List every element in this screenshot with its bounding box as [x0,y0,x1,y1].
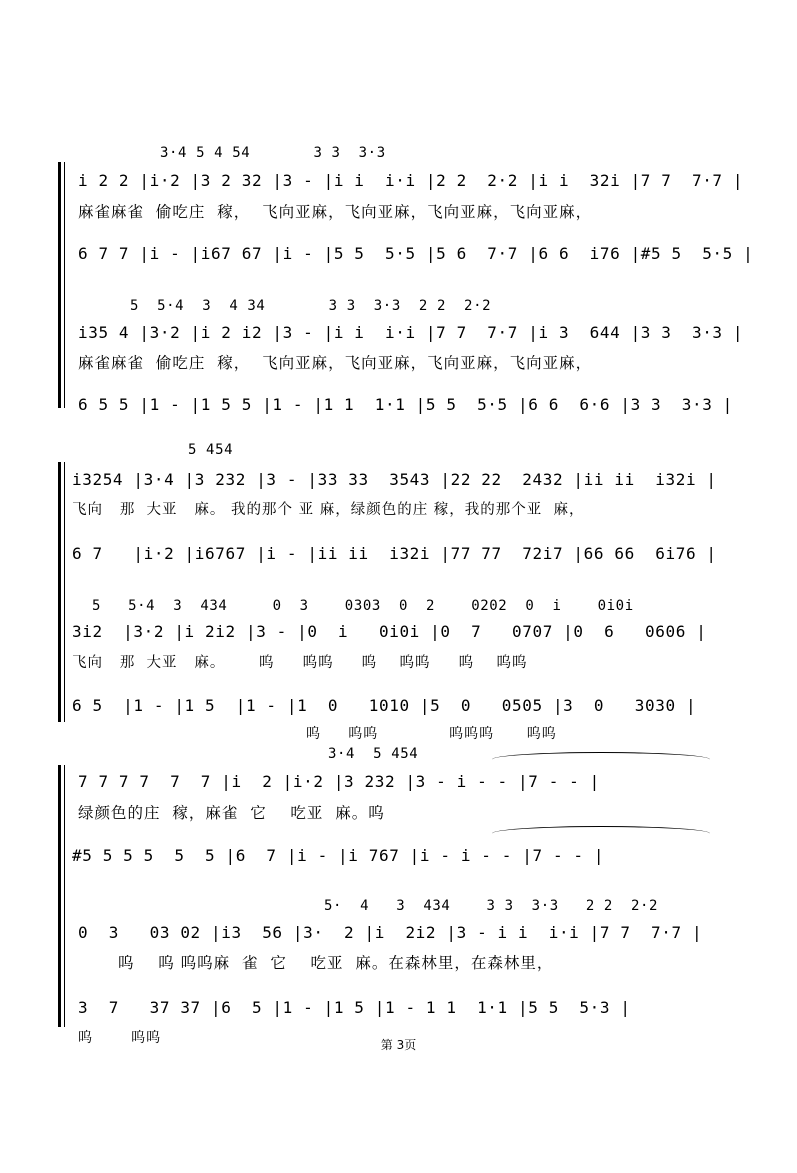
system-brace [58,162,61,408]
voice4-notes-row: 6 5 5 |1 - |1 5 5 |1 - |1 1 1·1 |5 5 5·5 |6 6 6·6 |3 3 3·3 | [78,395,733,414]
voice3-notes-row: 0 3 03 02 |i3 56 |3· 2 |i 2i2 |3 - i i i·i |7 7 7·7 | [78,923,703,942]
upper-notes-row: 7 7 7 7 7 7 |i 2 |i·2 |3 232 |3 - i - - |7 - - | [78,772,600,791]
lower-notes-row: 6 7 7 |i - |i67 67 |i - |5 5 5·5 |5 6 7·7 |6 6 i76 |#5 5 5·5 | [78,244,754,263]
voice3-sup-row: 5 5·4 3 4 34 3 3 3·3 2 2 2·2 [130,298,492,314]
voice3-lyrics-row: 飞向 那 大亚 麻。 呜 呜呜 呜 呜呜 呜 呜呜 [72,655,528,671]
lower-notes-row: 6 7 |i·2 |i6767 |i - |ii ii i32i |77 77 72i7 |66 66 6i76 | [72,544,717,563]
system-brace [58,765,61,1027]
voice3-sup-row: 5· 4 3 434 3 3 3·3 2 2 2·2 [324,898,659,914]
upper-notes-octave-line: 3·4 5 454 [328,746,419,762]
system-bar [64,765,65,1027]
voice3-notes-row: i35 4 |3·2 |i 2 i2 |3 - |i i i·i |7 7 7·7 |i 3 644 |3 3 3·3 | [78,323,744,342]
voice3-lyrics-row: 呜 呜 呜呜麻 雀 它 吃亚 麻。在森林里，在森林里， [118,954,554,972]
lower-notes-row: #5 5 5 5 5 5 |6 7 |i - |i 767 |i - i - - |7 - - | [72,846,605,865]
upper-lyrics-row: 飞向 那 大亚 麻。 我的那个 亚 麻，绿颜色的庄 稼，我的那个亚 麻， [72,502,585,518]
page-number: 第 3页 [380,1038,417,1052]
system-brace [58,462,61,722]
upper-notes-row: i 2 2 |i·2 |3 2 32 |3 - |i i i·i |2 2 2·2 |i i 32i |7 7 7·7 | [78,171,744,190]
voice4-lyrics-row: 呜 呜呜 [78,1030,162,1046]
voice3-lyrics-row: 麻雀麻雀 偷吃庄 稼， 飞向亚麻，飞向亚麻，飞向亚麻，飞向亚麻， [78,354,593,372]
voice4-lyrics-row: 呜 呜呜 呜呜呜 呜呜 [306,726,557,742]
upper-notes-octave-line: 5 454 [188,442,234,458]
long-tie-lower [492,826,710,841]
system-bar [64,162,65,408]
upper-lyrics-row: 麻雀麻雀 偷吃庄 稼， 飞向亚麻，飞向亚麻，飞向亚麻，飞向亚麻， [78,203,593,221]
system-bar [64,462,65,722]
voice3-sup-row: 5 5·4 3 434 0 3 0303 0 2 0202 0 i 0i0i [92,598,634,614]
upper-notes-row: i3254 |3·4 |3 232 |3 - |33 33 3543 |22 22 2432 |ii ii i32i | [72,470,717,489]
voice4-notes-row: 3 7 37 37 |6 5 |1 - |1 5 |1 - 1 1 1·1 |5 5 5·3 | [78,998,631,1017]
upper-notes-octave-line: 3·4 5 4 54 3 3 3·3 [160,145,386,161]
upper-lyrics-row: 绿颜色的庄 稼，麻雀 它 吃亚 麻。呜 [78,804,385,822]
voice4-notes-row: 6 5 |1 - |1 5 |1 - |1 0 1010 |5 0 0505 |3 0 3030 | [72,696,697,715]
voice3-notes-row: 3i2 |3·2 |i 2i2 |3 - |0 i 0i0i |0 7 0707 |0 6 0606 | [72,622,707,641]
long-tie-upper [492,752,710,767]
